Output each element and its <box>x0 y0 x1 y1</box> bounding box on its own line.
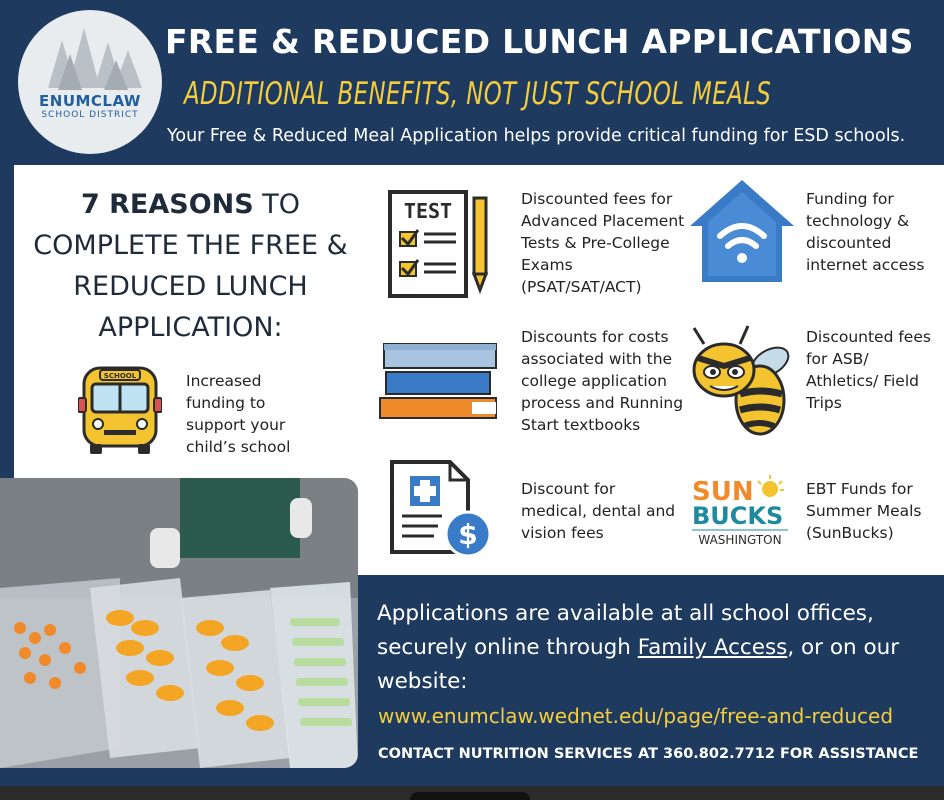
page-title: FREE & REDUCED LUNCH APPLICATIONS <box>165 22 914 61</box>
reasons-rest: TO COMPLETE THE FREE & REDUCED LUNCH APPLICATION: <box>33 189 348 343</box>
hornet-mascot-icon <box>684 322 796 442</box>
reasons-heading <box>28 184 353 348</box>
logo-subtitle: SCHOOL DISTRICT <box>41 110 139 120</box>
contact-info: CONTACT NUTRITION SERVICES AT 360.802.7712 FOR ASSISTANCE <box>378 746 919 762</box>
test-icon-label: TEST <box>403 199 453 223</box>
reason-house-text: Funding for technology & discounted internet access <box>806 190 925 274</box>
footer-pill <box>410 792 530 800</box>
wifi-house-icon <box>686 178 798 290</box>
svg-text:BUCKS: BUCKS <box>692 502 784 530</box>
school-bus-icon <box>78 364 162 460</box>
svg-text:WASHINGTON: WASHINGTON <box>698 533 782 547</box>
svg-text:$: $ <box>458 518 478 551</box>
tagline: Your Free & Reduced Meal Application helps provide critical funding for ESD schools. <box>167 126 906 146</box>
website-link[interactable]: www.enumclaw.wednet.edu/page/free-and-reduced <box>378 704 894 728</box>
reason-hornet-text: Discounted fees for ASB/ Athletics/ Field Trips <box>806 328 931 412</box>
reasons-count: 7 REASONS <box>80 189 254 220</box>
books-stack-icon <box>376 340 504 428</box>
district-logo <box>18 10 162 154</box>
family-access-link[interactable]: Family Access <box>637 635 788 660</box>
reason-medical-text: Discount for medical, dental and vision fees <box>521 480 676 542</box>
sunbucks-logo <box>690 472 790 550</box>
test-checklist-icon <box>386 188 492 304</box>
page-subtitle: ADDITIONAL BENEFITS, NOT JUST SCHOOL MEALS <box>184 76 772 112</box>
tree-silhouette-icon <box>18 10 162 154</box>
medical-bill-icon <box>388 458 492 562</box>
svg-text:SUN: SUN <box>692 477 754 507</box>
cafeteria-photo <box>0 478 358 768</box>
applications-text-before: Applications are available at all school offices, securely online through <box>377 601 874 660</box>
reason-books-text: Discounts for costs associated with the college application process and Running Start textbooks <box>521 328 684 434</box>
svg-text:SCHOOL: SCHOOL <box>103 372 137 380</box>
reason-test-text: Discounted fees for Advanced Placement Tests & Pre-College Exams (PSAT/SAT/ACT) <box>521 190 685 296</box>
reason-bus-text: Increased funding to support your child’s school <box>186 372 291 456</box>
header <box>0 0 944 165</box>
applications-info <box>377 597 937 699</box>
reason-sunbucks-text: EBT Funds for Summer Meals (SunBucks) <box>806 480 922 542</box>
applications-text-after: , or on our website: <box>377 635 900 694</box>
logo-name: ENUMCLAW <box>39 92 141 110</box>
